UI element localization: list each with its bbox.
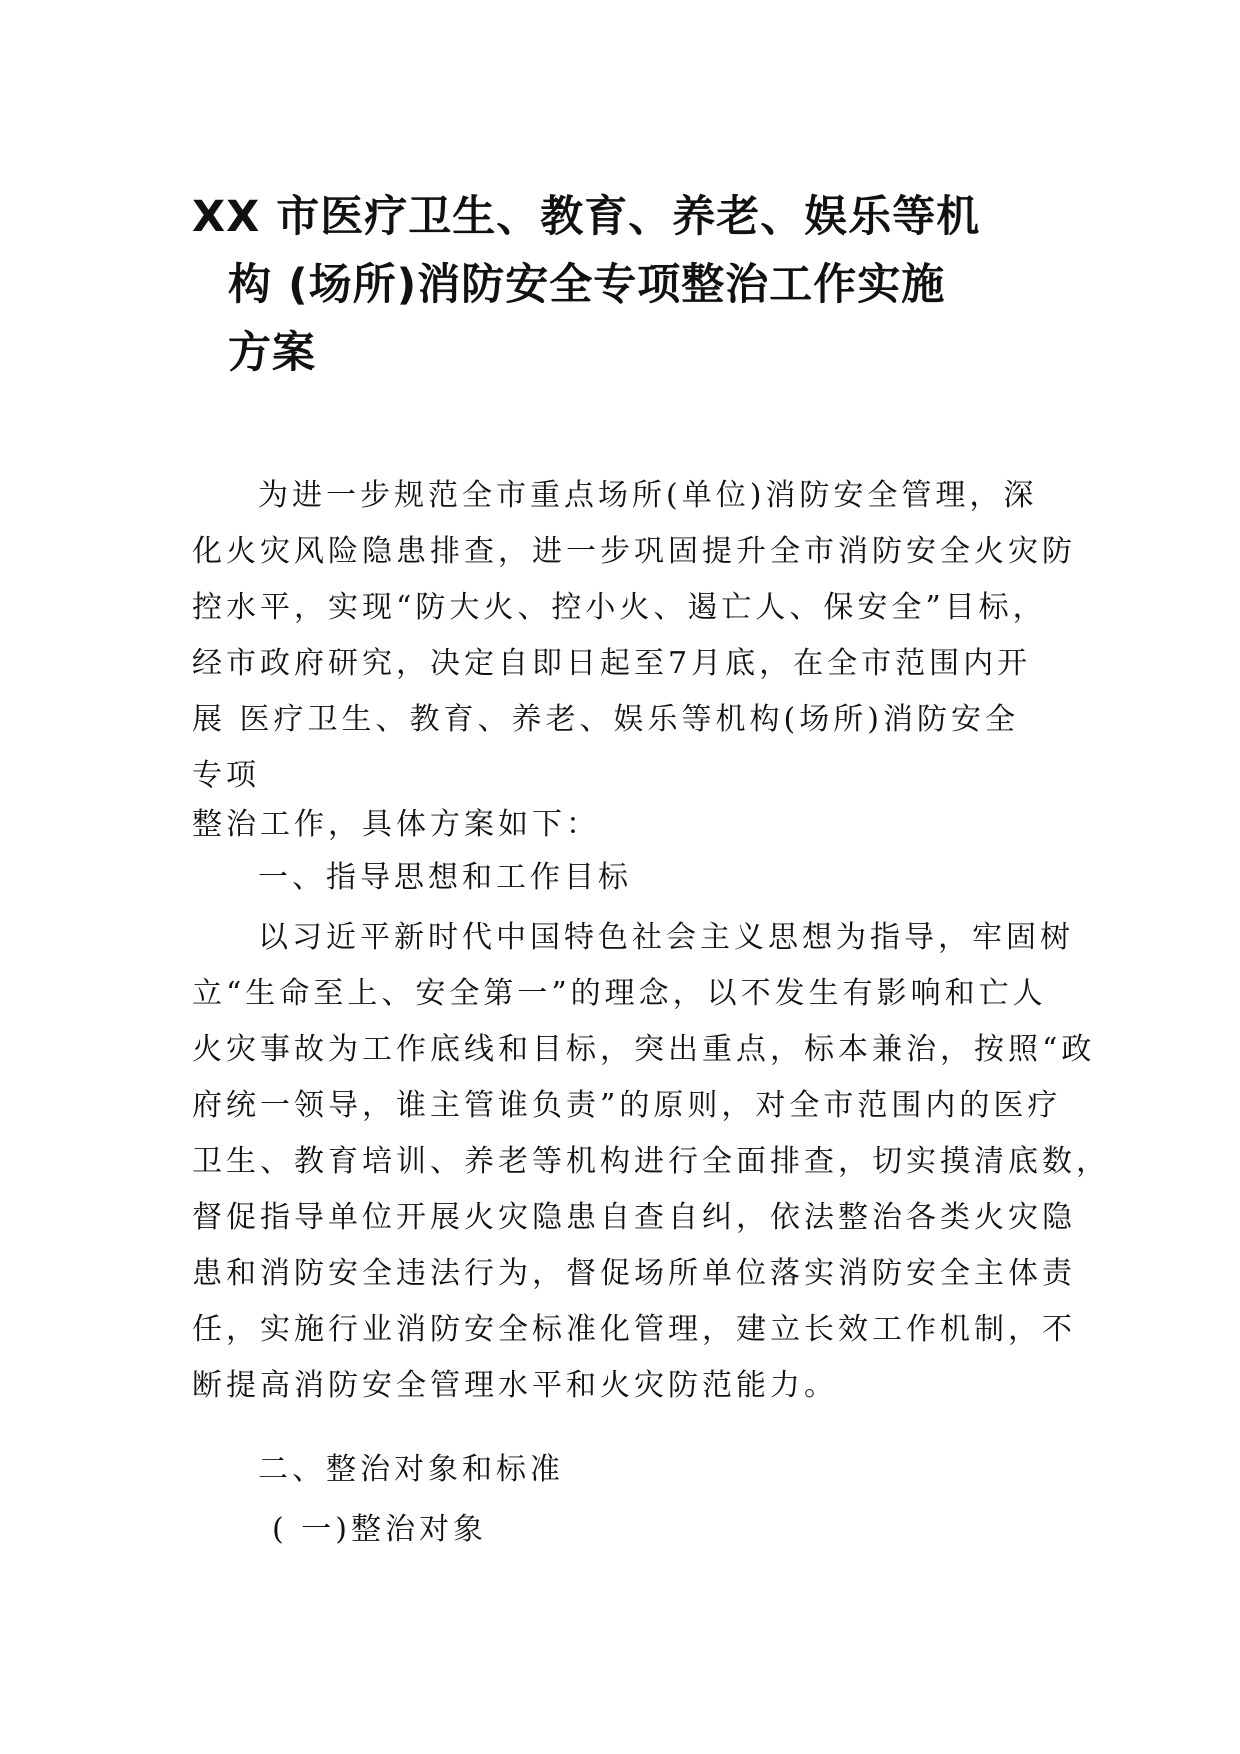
title-line-1: XX 市医疗卫生、教育、养老、娱乐等机 xyxy=(192,192,981,242)
section-2-subheading-1: ( 一)整治对象 xyxy=(272,1512,487,1547)
intro-line-1: 为进一步规范全市重点场所(单位)消防安全管理，深 xyxy=(258,478,1038,513)
intro-line-4: 经市政府研究，决定自即日起至7月底，在全市范围内开 xyxy=(192,646,1032,681)
section-1-line-9: 断提高消防安全管理水平和火灾防范能力。 xyxy=(192,1368,838,1403)
document-title xyxy=(192,183,1052,387)
title-line-2: 构 (场所)消防安全专项整治工作实施 xyxy=(228,260,946,310)
document-body xyxy=(192,468,1110,1558)
intro-line-7: 整治工作，具体方案如下： xyxy=(192,807,600,842)
section-1-line-1: 以习近平新时代中国特色社会主义思想为指导，牢固树 xyxy=(258,920,1074,955)
section-1-line-7: 患和消防安全违法行为，督促场所单位落实消防安全主体责 xyxy=(192,1256,1076,1291)
section-1-line-3: 火灾事故为工作底线和目标，突出重点，标本兼治，按照“政 xyxy=(192,1032,1096,1067)
section-1-line-4: 府统一领导，谁主管谁负责”的原则，对全市范围内的医疗 xyxy=(192,1088,1062,1123)
intro-line-3: 控水平，实现“防大火、控小火、遏亡人、保安全”目标， xyxy=(192,590,1047,625)
intro-line-2: 化火灾风险隐患排查，进一步巩固提升全市消防安全火灾防 xyxy=(192,534,1076,569)
section-1-heading: 一、指导思想和工作目标 xyxy=(258,860,632,895)
intro-line-6: 专项 xyxy=(192,758,260,793)
section-1-line-5: 卫生、教育培训、养老等机构进行全面排查，切实摸清底数， xyxy=(192,1144,1110,1179)
section-1-line-2: 立“生命至上、安全第一”的理念，以不发生有影响和亡人 xyxy=(192,976,1047,1011)
intro-line-5: 展 医疗卫生、教育、养老、娱乐等机构(场所)消防安全 xyxy=(192,702,1019,737)
section-1-line-6: 督促指导单位开展火灾隐患自查自纠，依法整治各类火灾隐 xyxy=(192,1200,1076,1235)
section-2-heading: 二、整治对象和标准 xyxy=(258,1452,564,1487)
title-line-3: 方案 xyxy=(228,328,316,378)
section-1-line-8: 任，实施行业消防安全标准化管理，建立长效工作机制，不 xyxy=(192,1312,1076,1347)
